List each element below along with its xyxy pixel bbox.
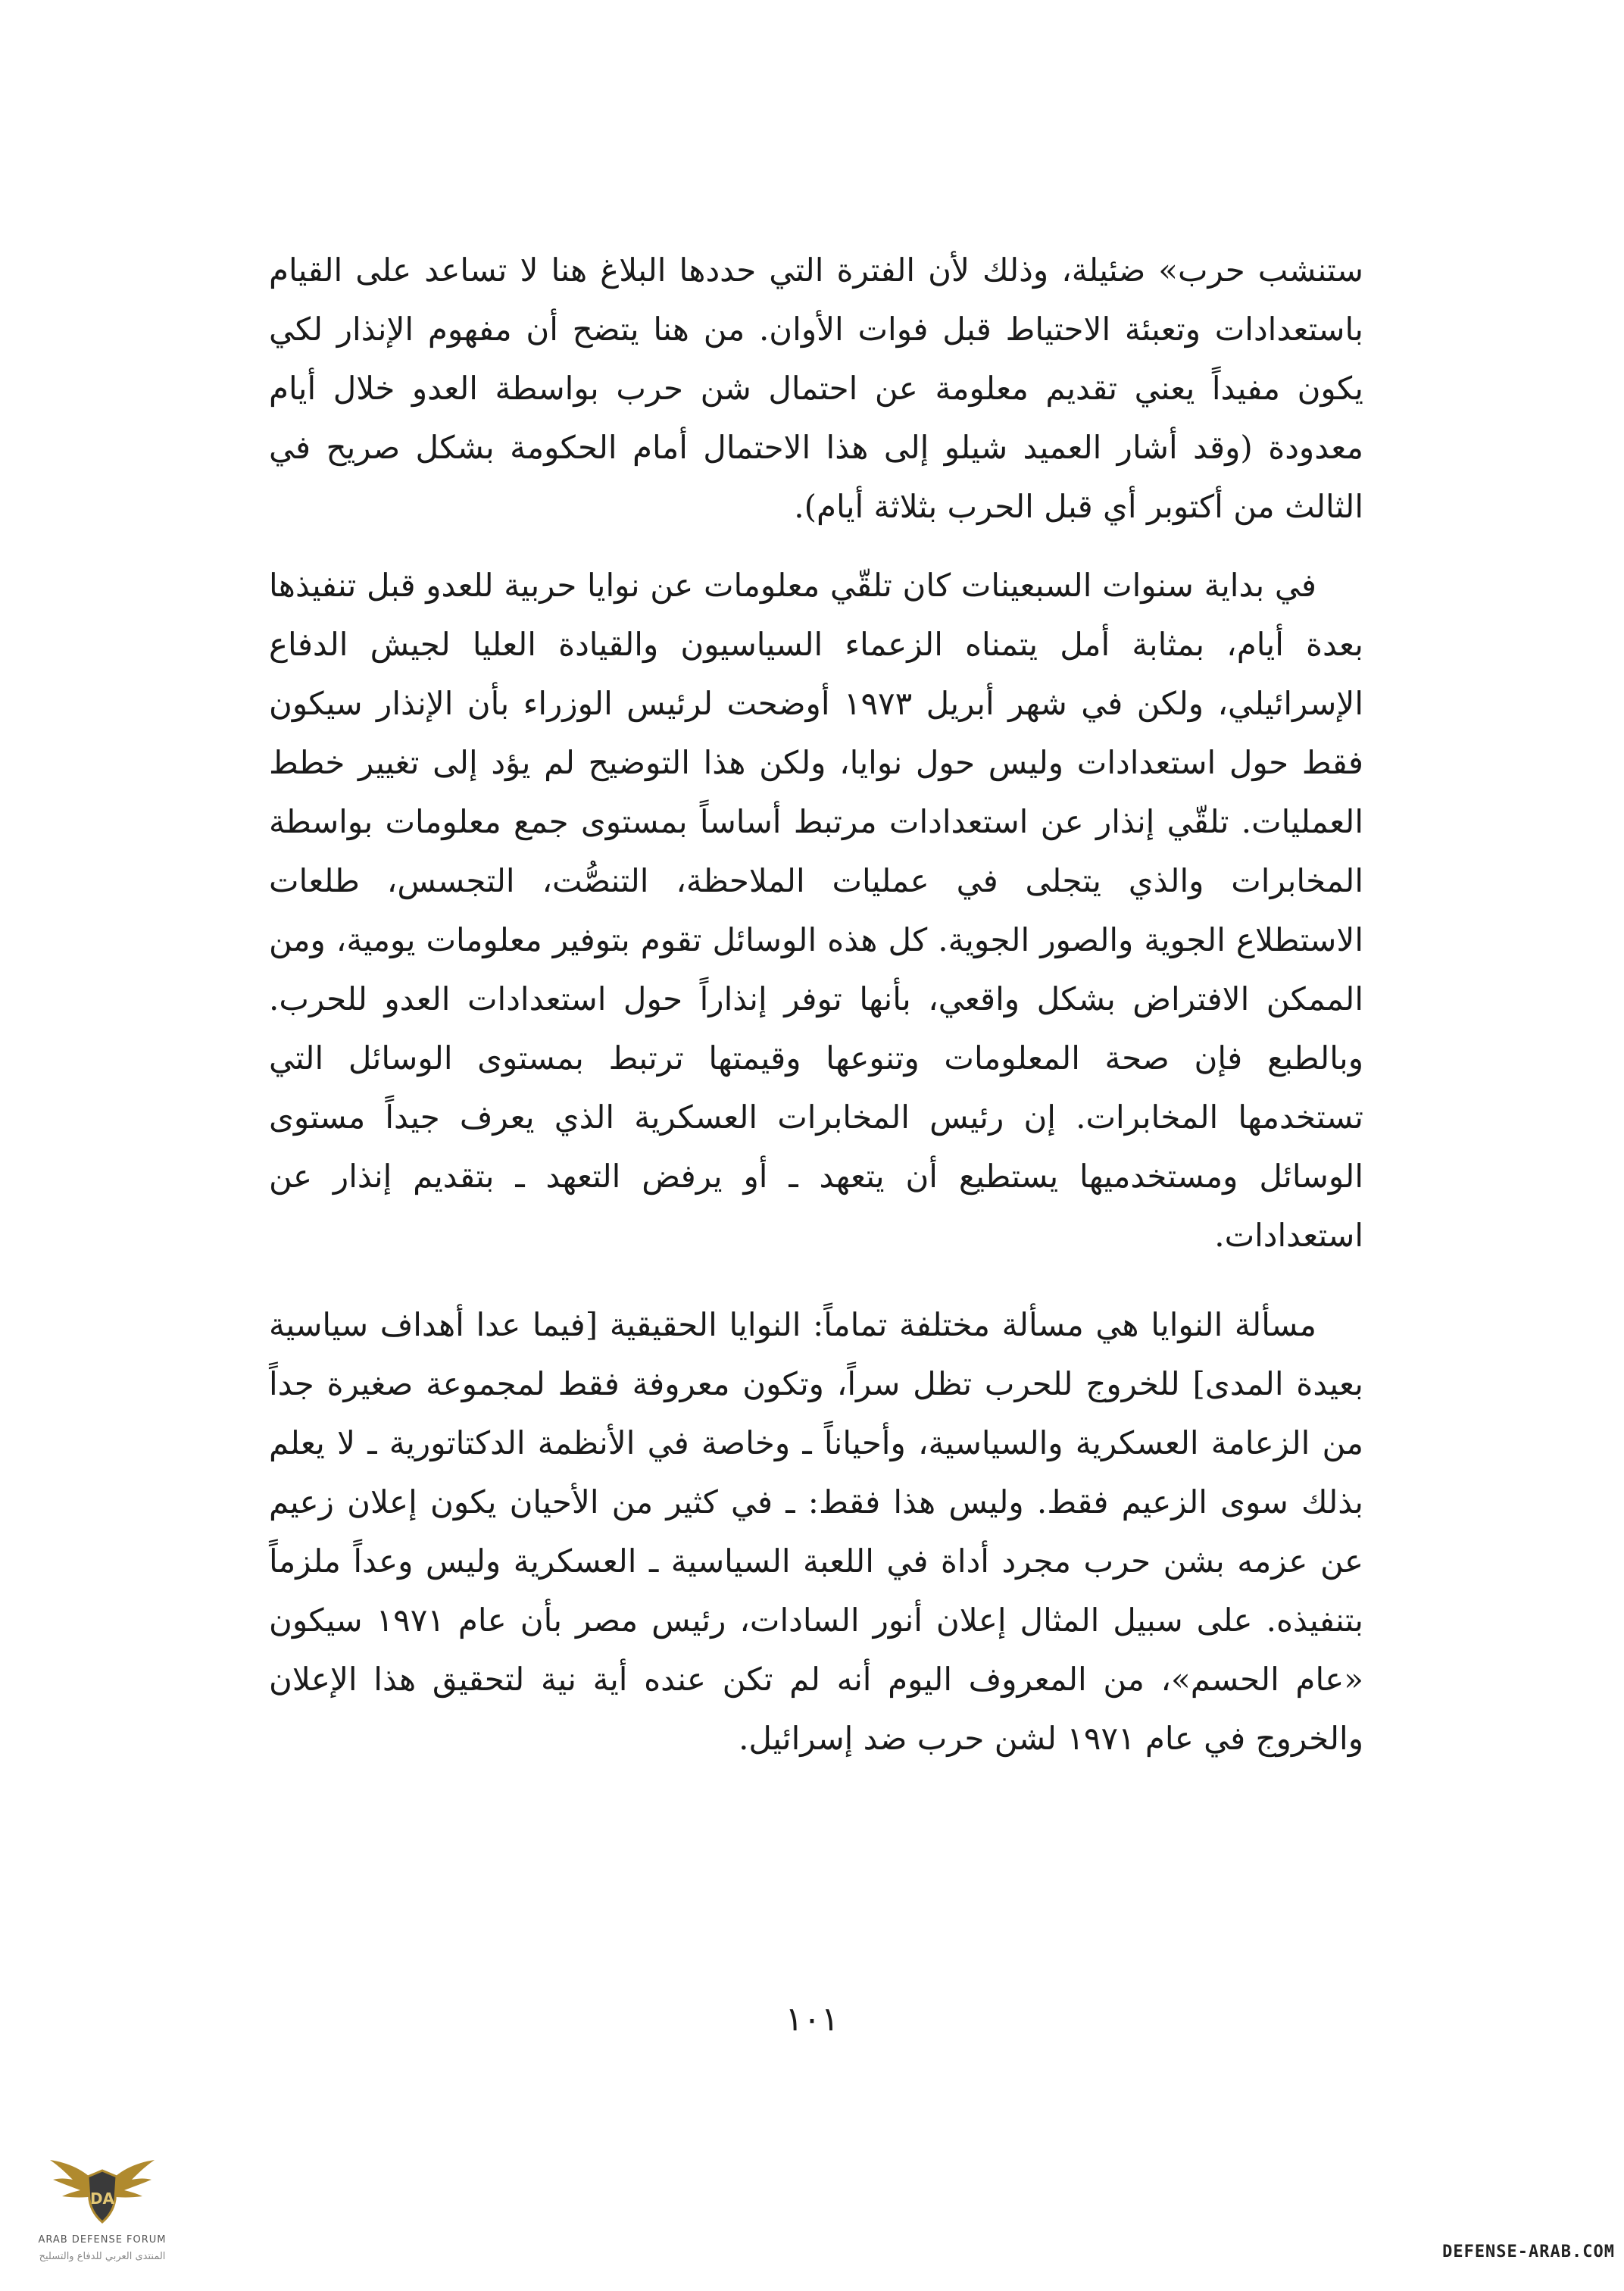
text-body — [269, 241, 1363, 1768]
logo-caption-en: ARAB DEFENSE FORUM — [38, 2234, 167, 2246]
paragraph-2: في بداية سنوات السبعينات كان تلقّي معلومات عن نوايا حربية للعدو قبل تنفيذها بعدة أيام، بمثابة أمل يتمناه الزعماء السياسيون والقيادة العليا لجيش الدفاع الإسرائيلي، ولكن في شهر أبريل ١٩٧٣ أوضحت لرئيس الوزراء بأن الإنذار سيكون فقط حول استعدادات وليس حول نوايا، ولكن هذا التوضيح لم يؤد إلى تغيير خطط العمليات. تلقّي إنذار عن استعدادات مرتبط أساساً بمستوى جمع معلومات بواسطة المخابرات والذي يتجلى في عمليات الملاحظة، التنصُّت، التجسس، طلعات الاستطلاع الجوية والصور الجوية. كل هذه الوسائل تقوم بتوفير معلومات يومية، ومن الممكن الافتراض بشكل واقعي، بأنها توفر إنذاراً حول استعدادات العدو للحرب. وبالطبع فإن صحة المعلومات وتنوعها وقيمتها ترتبط بمستوى الوسائل التي تستخدمها المخابرات. إن رئيس المخابرات العسكرية الذي يعرف جيداً مستوى الوسائل ومستخدميها يستطيع أن يتعهد ـ أو يرفض التعهد ـ بتقديم إنذار عن استعدادات. — [269, 567, 1363, 1254]
watermark-site-url: DEFENSE-ARAB.COM — [1442, 2243, 1615, 2261]
winged-shield-logo-icon — [47, 2140, 158, 2231]
logo-caption-ar: المنتدى العربي للدفاع والتسليح — [39, 2251, 166, 2262]
page-number: ١٠١ — [785, 2000, 839, 2039]
logo-letters: DA — [89, 2189, 115, 2208]
paragraph-1: ستنشب حرب» ضئيلة، وذلك لأن الفترة التي حددها البلاغ هنا لا تساعد على القيام باستعدادات وتعبئة الاحتياط قبل فوات الأوان. من هنا يتضح أن مفهوم الإنذار لكي يكون مفيداً يعني تقديم معلومة عن احتمال شن حرب بواسطة العدو خلال أيام معدودة (وقد أشار العميد شيلو إلى هذا الاحتمال أمام الحكومة بشكل صريح في الثالث من أكتوبر أي قبل الحرب بثلاثة أيام). — [269, 252, 1363, 525]
forum-logo — [30, 2140, 174, 2273]
paragraph-3: مسألة النوايا هي مسألة مختلفة تماماً: النوايا الحقيقية [فيما عدا أهداف سياسية بعيدة المدى] للخروج للحرب تظل سراً، وتكون معروفة فقط لمجموعة صغيرة جداً من الزعامة العسكرية والسياسية، وأحياناً ـ وخاصة في الأنظمة الدكتاتورية ـ لا يعلم بذلك سوى الزعيم فقط. وليس هذا فقط: ـ في كثير من الأحيان يكون إعلان زعيم عن عزمه بشن حرب مجرد أداة في اللعبة السياسية ـ العسكرية وليس وعداً ملزماً بتنفيذه. على سبيل المثال إعلان أنور السادات، رئيس مصر بأن عام ١٩٧١ سيكون «عام الحسم»، من المعروف اليوم أنه لم تكن عنده أية نية لتحقيق هذا الإعلان والخروج في عام ١٩٧١ لشن حرب ضد إسرائيل. — [269, 1306, 1363, 1757]
